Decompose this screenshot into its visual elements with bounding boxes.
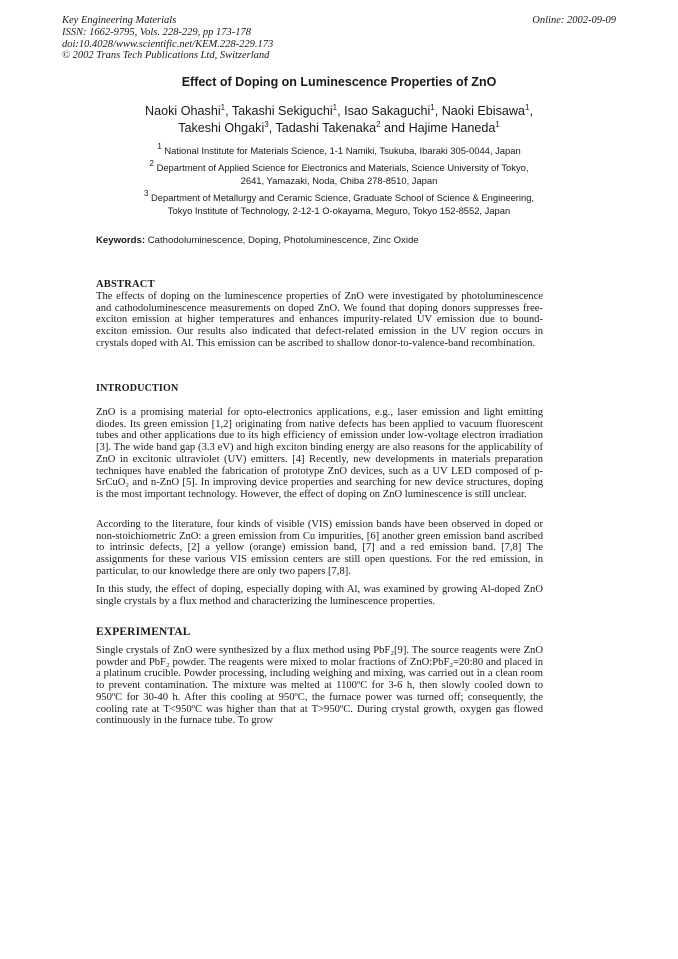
author-separator: and xyxy=(380,121,409,135)
introduction-paragraph-2: According to the literature, four kinds of visible (VIS) emission bands have been observed in doped or non-stoichiometric ZnO: a green emission from Cu impurities, [6] another green emission band ascribed to intrinsic defects, [2] a yellow (orange) emission band, [7] and a red emission band. [7,8] The assignments for these various VIS emission centers are still open questions. For the red emission, in particular, to our knowledge there are only two papers [7,8]. xyxy=(96,519,543,577)
author-name: Naoki Ebisawa xyxy=(441,104,526,118)
introduction-paragraph-3: In this study, the effect of doping, especially doping with Al, was examined by growing Al-doped ZnO single crystals by a flux method and characterizing the luminescence properties. xyxy=(96,584,543,607)
affiliation-line: Tokyo Institute of Technology, 2-12-1 O-okayama, Meguro, Tokyo 152-8552, Japan xyxy=(167,205,511,216)
affiliation-1 xyxy=(92,144,586,157)
experimental-heading: EXPERIMENTAL xyxy=(96,626,191,638)
abstract-paragraph: The effects of doping on the luminescence properties of ZnO were investigated by photoluminescence and cathodoluminescence measurements on doped ZnO. We found that doping donors suppresses free-exciton emission at higher temperatures and enhances impurity-related UV emission due to bound-exciton emission. Our results also indicated that defect-related emission in the UV region occurs in crystals doped with Al. This emission can be ascribed to shallow donor-to-valence-band recombination. xyxy=(96,291,543,349)
affiliation-2 xyxy=(92,161,586,187)
journal-name: Key Engineering Materials xyxy=(62,15,177,26)
affiliation-line: Department of Applied Science for Electronics and Materials, Science University of Tokyo, xyxy=(156,162,529,173)
affiliation-3 xyxy=(92,191,586,217)
author-separator: , xyxy=(337,104,345,118)
author-affiliation-mark: 1 xyxy=(220,103,226,112)
affiliation-number: 2 xyxy=(149,159,154,168)
online-date: Online: 2002-09-09 xyxy=(532,15,616,26)
copyright-line: © 2002 Trans Tech Publications Ltd, Switzerland xyxy=(62,50,270,62)
journal-header xyxy=(62,15,382,62)
author-name: Takeshi Ohgaki xyxy=(178,121,265,135)
author-affiliation-mark: 1 xyxy=(332,103,338,112)
author-affiliation-mark: 1 xyxy=(430,103,435,112)
author-separator: , xyxy=(225,104,232,118)
author-affiliation-mark: 2 xyxy=(376,120,381,129)
experimental-paragraph: Single crystals of ZnO were synthesized by a flux method using PbF₂[9]. The source reagents were ZnO powder and PbF₂ powder. The reagents were mixed to molar fractions of ZnO:PbF₂=20:80 and placed in a platinum crucible. Powder processing, including weighing and mixing, was carried out in a clean room to prevent contamination. The mixture was melted at 1100ºC for 3-6 h, then slowly cooled down to 950ºC for 30-40 h. After this cooling at 950ºC, the furnace power was turned off; consequently, the cooling rate at T<950ºC was higher than that at T>950ºC. During crystal growth, oxygen gas flowed continuously in the furnace tube. To grow xyxy=(96,645,543,727)
keywords-line xyxy=(96,235,596,246)
author-affiliation-mark: 1 xyxy=(495,120,500,129)
issn-line: ISSN: 1662-9795, Vols. 228-229, pp 173-178 xyxy=(62,26,251,38)
keywords-text: Cathodoluminescence, Doping, Photoluminescence, Zinc Oxide xyxy=(147,235,419,246)
author-name: Tadashi Takenaka xyxy=(275,121,377,135)
introduction-paragraph-1: ZnO is a promising material for opto-electronics applications, e.g., laser emission and light emitting diodes. Its green emission [1,2] originating from native defects has been applied to vacuum fluorescent tubes and other applications due to its high efficiency of emission under low-voltage electron irradiation [3]. The wide band gap (3.3 eV) and high exciton binding energy are also reasons for the applicability of ZnO in excitonic ultraviolet (UV) emitters. [4] Recently, new developments in materials preparation techniques have enabled the fabrication of prototype ZnO devices, such as a UV LED composed of p-SrCuO₂ and n-ZnO [5]. In improving device properties and searching for new device structures, doping is the most important technology. However, the effect of doping on ZnO luminescence is still unclear. xyxy=(96,407,543,500)
author-name: Naoki Ohashi xyxy=(145,104,221,118)
author-list xyxy=(92,103,586,137)
affiliation-line: Department of Metallurgy and Ceramic Science, Graduate School of Science & Engineering, xyxy=(151,192,535,203)
author-separator: , xyxy=(268,121,276,135)
affiliation-line: National Institute for Materials Science, 1-1 Namiki, Tsukuba, Ibaraki 305-0044, Japan xyxy=(164,145,521,156)
keywords-label: Keywords: xyxy=(96,235,146,246)
author-separator: , xyxy=(434,104,442,118)
paper-title: Effect of Doping on Luminescence Properties of ZnO xyxy=(181,75,497,89)
author-separator: , xyxy=(529,104,533,118)
author-name: Takashi Sekiguchi xyxy=(231,104,333,118)
affiliation-number: 3 xyxy=(143,189,149,198)
introduction-heading: INTRODUCTION xyxy=(96,383,179,394)
affiliation-number: 1 xyxy=(157,142,162,151)
author-affiliation-mark: 1 xyxy=(525,103,530,112)
author-affiliation-mark: 3 xyxy=(264,120,269,129)
affiliation-line: 2641, Yamazaki, Noda, Chiba 278-8510, Japan xyxy=(240,175,438,186)
author-name: Isao Sakaguchi xyxy=(344,104,431,118)
abstract-heading: ABSTRACT xyxy=(96,279,155,290)
doi-line: doi:10.4028/www.scientific.net/KEM.228-229.173 xyxy=(62,38,274,50)
author-name: Hajime Haneda xyxy=(408,121,496,135)
